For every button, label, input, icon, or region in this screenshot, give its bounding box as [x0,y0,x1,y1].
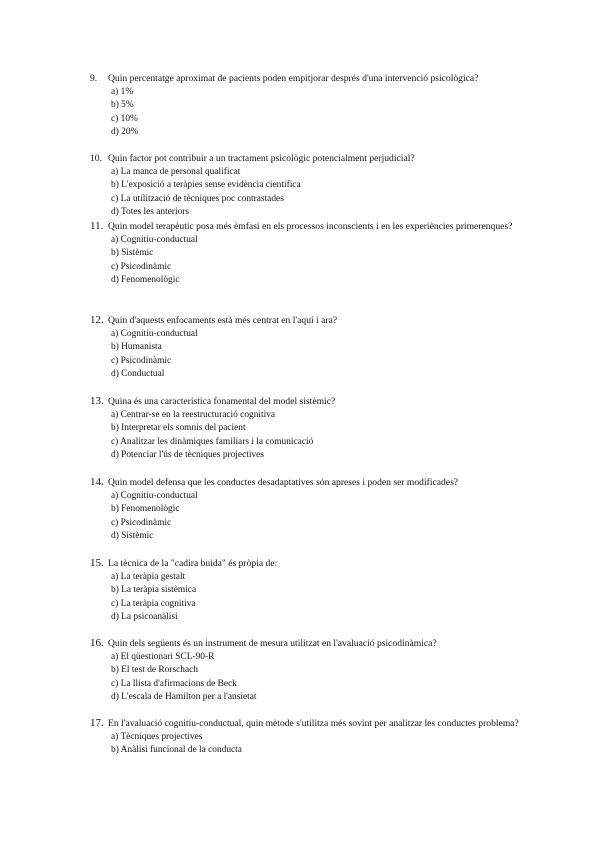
question-number: 11. [90,220,104,232]
option-a: a) Cognitiu-conductual [111,234,198,245]
question-text: Quin percentatge aproximat de pacients poden empitjorar després d'una intervenció psicològica? [108,73,479,84]
question-header [90,220,520,234]
option-a: a) Cognitiu-conductual [111,490,198,501]
option-c: c) La teràpia cognitiva [111,598,196,609]
question-text: Quin dels següents és un instrument de mesura utilitzat en l'avaluació psicodinàmica? [108,638,437,649]
option-d: d) Fenomenològic [111,275,180,286]
question-number: 12. [90,314,104,326]
option-c: c) La llista d'afirmacions de Beck [111,678,237,689]
option-c: c) Analitzar les dinàmiques familiars i la comunicació [111,436,314,447]
question-13 [90,395,520,463]
question-header [90,476,520,490]
question-number: 17. [90,717,104,729]
option-a: a) El qüestionari SCL-90-R [111,651,215,662]
option-d: d) L'escala de Hamilton per a l'ansietat [111,692,257,703]
options-list [90,328,520,382]
question-header [90,314,520,328]
option-a: a) La teràpia gestalt [111,571,186,582]
option-a: a) Cognitiu-conductual [111,328,198,339]
option-c: c) Psicodinàmic [111,517,172,528]
question-9 [90,72,520,140]
option-c: c) La utilització de tècniques poc contrastades [111,193,284,204]
question-header [90,72,520,86]
options-list [90,731,520,758]
question-header [90,637,520,651]
options-list [90,651,520,705]
question-text: La tècnica de la "cadira buida" és pròpia de: [108,558,278,569]
option-c: c) 10% [111,113,138,124]
option-a: a) La manca de personal qualificat [111,166,241,177]
option-b: b) Sistèmic [111,248,154,259]
question-15 [90,557,520,625]
question-header [90,152,520,166]
option-c: c) Psicodinàmic [111,261,172,272]
question-text: Quin model terapèutic posa més èmfasi en els processos inconscients i en les experiències primerenques? [108,221,513,232]
option-d: d) La psicoanàlisi [111,612,178,623]
option-b: b) La teràpia sistèmica [111,585,197,596]
question-text: Quin model defensa que les conductes desadaptatives són apreses i poden ser modificades? [108,477,459,488]
option-c: c) Psicodinàmic [111,355,172,366]
question-number: 14. [90,476,104,488]
question-10 [90,152,520,220]
options-list [90,409,520,463]
question-number: 16. [90,637,104,649]
option-d: d) Sistèmic [111,531,154,542]
question-12 [90,314,520,382]
option-b: b) Interpretar els somnis del pacient [111,423,246,434]
question-16 [90,637,520,705]
question-number: 9. [90,73,98,84]
question-11 [90,220,520,288]
question-header [90,395,520,409]
options-list [90,490,520,544]
question-number: 13. [90,395,104,407]
option-b: b) L'exposició a teràpies sense evidència científica [111,180,301,191]
question-text: Quina és una característica fonamental del model sistèmic? [108,396,336,407]
options-list [90,234,520,288]
question-text: Quin factor pot contribuir a un tractament psicològic potencialment perjudicial? [108,153,415,164]
question-number: 15. [90,557,104,569]
question-17 [90,717,520,758]
question-text: En l'avaluació cognitiu-conductual, quin mètode s'utilitza més sovint per analitzar les conductes problema? [108,718,519,729]
question-number: 10. [90,153,102,164]
options-list [90,86,520,140]
option-d: d) Conductual [111,369,165,380]
option-a: a) 1% [111,86,134,97]
option-b: b) 5% [111,100,134,111]
option-d: d) Totes les anteriors [111,207,190,218]
options-list [90,571,520,625]
option-a: a) Tècniques projectives [111,731,203,742]
question-header [90,557,520,571]
option-b: b) El test de Rorschach [111,665,198,676]
options-list [90,166,520,220]
question-header [90,717,520,731]
option-a: a) Centrar-se en la reestructuració cognitiva [111,409,276,420]
option-b: b) Anàlisi funcional de la conducta [111,745,242,756]
option-b: b) Humanista [111,342,162,353]
option-d: d) Potenciar l'ús de tècniques projectives [111,450,264,461]
question-14 [90,476,520,544]
question-text: Quin d'aquests enfocaments està més centrat en l'aquí i ara? [108,315,338,326]
option-d: d) 20% [111,127,139,138]
option-b: b) Fenomenològic [111,504,180,515]
